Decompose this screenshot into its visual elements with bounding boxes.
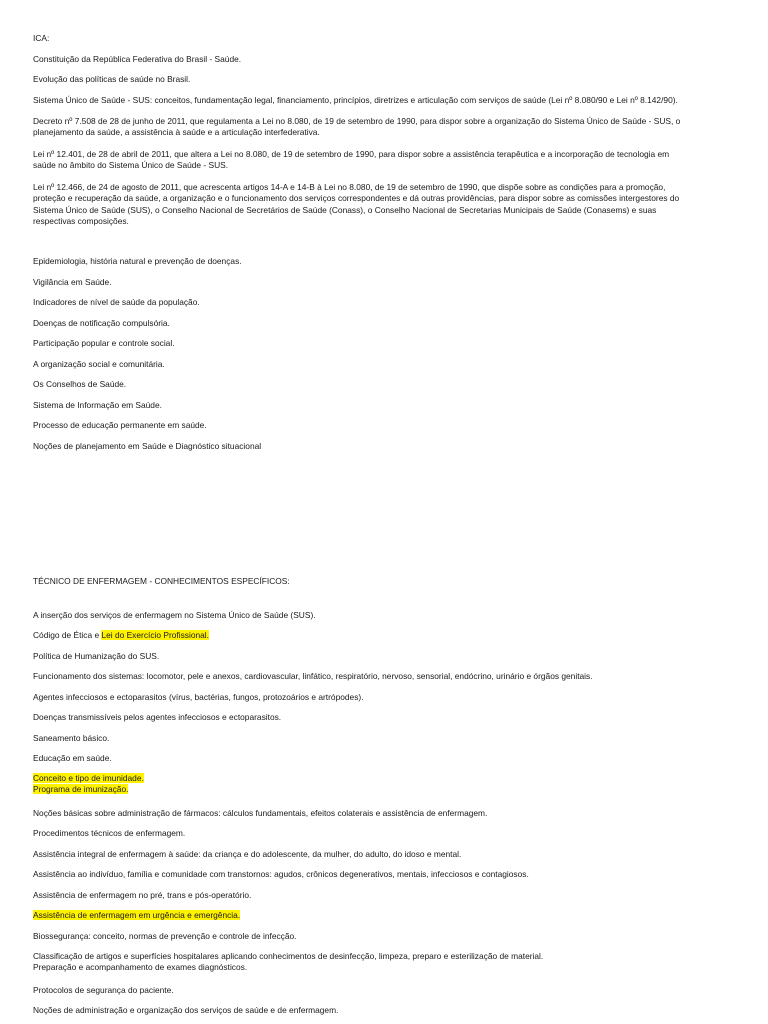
list-item: Sistema Único de Saúde - SUS: conceitos, fundamentação legal, financiamento, princípios, diretrizes e articulação com serviços de saúde (Lei nº 8.080/90 e Lei nº 8.142/90). — [33, 95, 678, 105]
imunidade-block — [33, 773, 743, 796]
paragraph-line: Preparação e acompanhamento de exames diagnósticos. — [33, 962, 248, 973]
list-item — [33, 910, 743, 921]
highlighted-text: Assistência de enfermagem em urgência e emergência. — [33, 910, 241, 920]
highlighted-text: Programa de imunização. — [33, 784, 129, 795]
highlighted-text: Conceito e tipo de imunidade. — [33, 773, 144, 783]
list-item: Evolução das políticas de saúde no Brasil. — [33, 74, 191, 84]
list-item — [33, 630, 743, 641]
list-item: Doenças transmissíveis pelos agentes infecciosos e ectoparasitos. — [33, 712, 282, 722]
list-item: Noções de planejamento em Saúde e Diagnóstico situacional — [33, 441, 262, 451]
list-item: Sistema de Informação em Saúde. — [33, 400, 162, 410]
lei12466-paragraph — [33, 182, 743, 227]
highlighted-item — [33, 784, 743, 795]
list-item: Noções básicas sobre administração de fármacos: cálculos fundamentais, efeitos colaterais e assistência de enfermagem. — [33, 808, 488, 818]
section2-heading: TÉCNICO DE ENFERMAGEM - CONHECIMENTOS ESPECÍFICOS: — [33, 576, 290, 586]
list-item: Agentes infecciosos e ectoparasitos (vírus, bactérias, fungos, protozoários e artrópodes). — [33, 692, 364, 702]
list-item: Os Conselhos de Saúde. — [33, 379, 127, 389]
paragraph-line: planejamento da saúde, a assistência à saúde e a articulação interfederativa. — [33, 127, 320, 138]
highlighted-item — [33, 773, 743, 784]
list-item: Assistência integral de enfermagem à saúde: da criança e do adolescente, da mulher, do adulto, do idoso e mental. — [33, 849, 462, 859]
list-item: Saneamento básico. — [33, 733, 110, 743]
list-item: Indicadores de nível de saúde da população. — [33, 297, 200, 307]
list-item: A organização social e comunitária. — [33, 359, 165, 369]
list-item: Participação popular e controle social. — [33, 338, 175, 348]
list-item: Assistência de enfermagem no pré, trans e pós-operatório. — [33, 890, 252, 900]
paragraph-line: saúde no âmbito do Sistema Único de Saúde - SUS. — [33, 160, 229, 171]
paragraph-line: Sistema Único de Saúde (SUS), o Conselho Nacional de Secretários de Saúde (Conass), o Conselho Nacional de Secretarias Municipais de Saúde (Conasems) e suas — [33, 204, 657, 215]
list-item: Constituição da República Federativa do Brasil - Saúde. — [33, 54, 242, 64]
list-item: Política de Humanização do SUS. — [33, 651, 160, 661]
paragraph-line: Lei nº 12.401, de 28 de abril de 2011, que altera a Lei no 8.080, de 19 de setembro de 1990, para dispor sobre a assistência terapêutica e a incorporação de tecnologia em — [33, 149, 670, 159]
list-item: Epidemiologia, história natural e prevenção de doenças. — [33, 256, 242, 266]
paragraph-line: Decreto nº 7.508 de 28 de junho de 2011, que regulamenta a Lei no 8.080, de 19 de setembro de 1990, para dispor sobre a organização do Sistema Único de Saúde - SUS, o — [33, 116, 681, 126]
decreto-paragraph — [33, 116, 743, 139]
section1-heading: ICA: — [33, 33, 50, 43]
list-item: Doenças de notificação compulsória. — [33, 318, 170, 328]
paragraph-line: proteção e recuperação da saúde, a organização e o funcionamento dos serviços correspondentes e dá outras providências, para dispor sobre as comissões intergestores do — [33, 193, 680, 204]
list-item: Funcionamento dos sistemas: locomotor, pele e anexos, cardiovascular, linfático, respiratório, nervoso, sensorial, endócrino, urinário e órgãos genitais. — [33, 671, 593, 681]
list-item: A inserção dos serviços de enfermagem no Sistema Único de Saúde (SUS). — [33, 610, 316, 620]
codigo-text: Código de Ética e — [33, 630, 102, 640]
lei12401-paragraph — [33, 149, 743, 172]
list-item: Biossegurança: conceito, normas de prevenção e controle de infecção. — [33, 931, 297, 941]
list-item: Protocolos de segurança do paciente. — [33, 985, 174, 995]
list-item: Procedimentos técnicos de enfermagem. — [33, 828, 186, 838]
paragraph-line: respectivas composições. — [33, 215, 129, 226]
list-item: Processo de educação permanente em saúde. — [33, 420, 207, 430]
list-item: Vigilância em Saúde. — [33, 277, 112, 287]
list-item: Assistência ao indivíduo, família e comunidade com transtornos: agudos, crônicos degenerativos, mentais, infecciosos e contagiosos. — [33, 869, 529, 879]
list-item: Educação em saúde. — [33, 753, 112, 763]
list-item: Noções de administração e organização dos serviços de saúde e de enfermagem. — [33, 1005, 339, 1015]
paragraph-line: Classificação de artigos e superfícies hospitalares aplicando conhecimentos de desinfecção, limpeza, preparo e esterilização de material. — [33, 951, 544, 961]
paragraph-line: Lei nº 12.466, de 24 de agosto de 2011, que acrescenta artigos 14-A e 14-B à Lei no 8.080, de 19 de setembro de 1990, que dispõe sobre as condições para a promoção, — [33, 182, 666, 192]
classificacao-block — [33, 951, 743, 974]
highlighted-text: Lei do Exercício Profissional. — [101, 630, 209, 640]
